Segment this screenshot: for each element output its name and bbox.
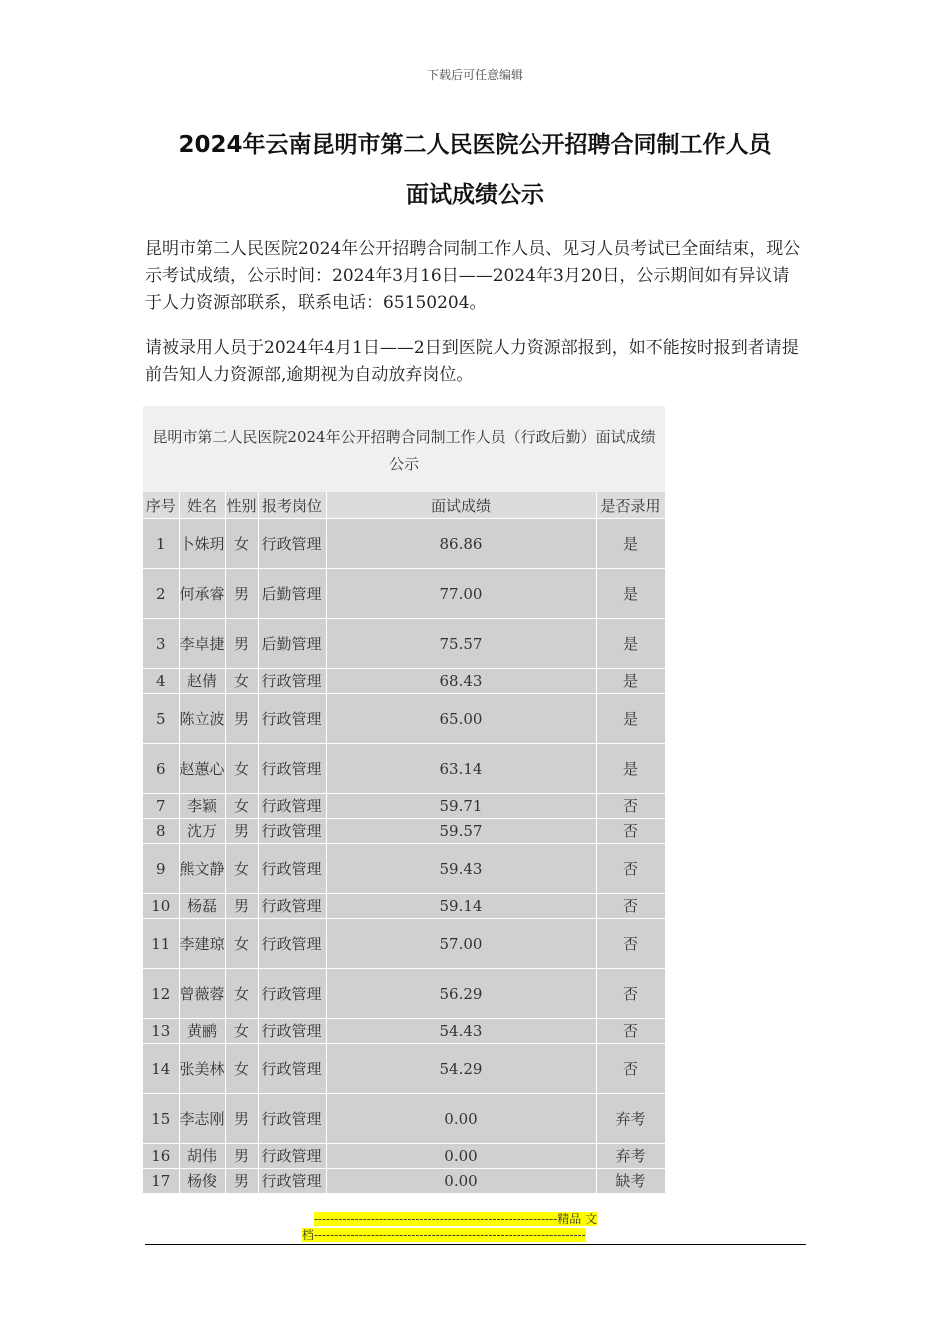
table-row — [143, 819, 665, 844]
table-row — [143, 619, 665, 669]
cell-position: 行政管理 — [258, 1144, 326, 1169]
cell-score: 0.00 — [326, 1144, 596, 1169]
col-header-name: 姓名 — [179, 492, 225, 519]
cell-gender: 女 — [225, 1019, 258, 1044]
cell-hired: 弃考 — [596, 1144, 665, 1169]
col-header-gender: 性别 — [225, 492, 258, 519]
cell-index: 17 — [143, 1169, 179, 1194]
table-row — [143, 519, 665, 569]
table-row — [143, 1169, 665, 1194]
cell-gender: 女 — [225, 919, 258, 969]
cell-name: 杨磊 — [179, 894, 225, 919]
cell-score: 86.86 — [326, 519, 596, 569]
cell-score: 59.71 — [326, 794, 596, 819]
score-table-container — [143, 406, 665, 1193]
table-row — [143, 669, 665, 694]
cell-name: 李建琼 — [179, 919, 225, 969]
cell-index: 6 — [143, 744, 179, 794]
cell-position: 行政管理 — [258, 744, 326, 794]
cell-position: 行政管理 — [258, 894, 326, 919]
cell-index: 15 — [143, 1094, 179, 1144]
cell-name: 黄鹂 — [179, 1019, 225, 1044]
cell-position: 行政管理 — [258, 844, 326, 894]
cell-name: 何承睿 — [179, 569, 225, 619]
cell-hired: 否 — [596, 1044, 665, 1094]
cell-name: 杨俊 — [179, 1169, 225, 1194]
cell-index: 10 — [143, 894, 179, 919]
cell-name: 赵倩 — [179, 669, 225, 694]
table-row — [143, 1094, 665, 1144]
table-row — [143, 744, 665, 794]
cell-gender: 女 — [225, 844, 258, 894]
cell-index: 2 — [143, 569, 179, 619]
table-row — [143, 894, 665, 919]
cell-position: 后勤管理 — [258, 619, 326, 669]
cell-score: 63.14 — [326, 744, 596, 794]
col-header-hired: 是否录用 — [596, 492, 665, 519]
cell-gender: 男 — [225, 894, 258, 919]
cell-name: 胡伟 — [179, 1144, 225, 1169]
cell-gender: 女 — [225, 669, 258, 694]
table-caption: 昆明市第二人民医院2024年公开招聘合同制工作人员（行政后勤）面试成绩公示 — [143, 406, 665, 492]
cell-gender: 男 — [225, 694, 258, 744]
cell-position: 后勤管理 — [258, 569, 326, 619]
cell-position: 行政管理 — [258, 969, 326, 1019]
footer-marker — [302, 1211, 650, 1243]
cell-name: 李颖 — [179, 794, 225, 819]
cell-score: 68.43 — [326, 669, 596, 694]
cell-hired: 否 — [596, 894, 665, 919]
cell-name: 陈立波 — [179, 694, 225, 744]
document-title-line-2: 面试成绩公示 — [406, 182, 544, 208]
cell-hired: 否 — [596, 969, 665, 1019]
cell-score: 59.14 — [326, 894, 596, 919]
table-row — [143, 969, 665, 1019]
cell-name: 李卓捷 — [179, 619, 225, 669]
cell-hired: 是 — [596, 669, 665, 694]
cell-score: 56.29 — [326, 969, 596, 1019]
cell-hired: 弃考 — [596, 1094, 665, 1144]
cell-hired: 缺考 — [596, 1169, 665, 1194]
cell-gender: 女 — [225, 744, 258, 794]
cell-score: 75.57 — [326, 619, 596, 669]
cell-hired: 是 — [596, 694, 665, 744]
cell-score: 0.00 — [326, 1094, 596, 1144]
cell-hired: 否 — [596, 819, 665, 844]
cell-gender: 男 — [225, 619, 258, 669]
cell-score: 54.43 — [326, 1019, 596, 1044]
cell-hired: 是 — [596, 744, 665, 794]
table-row — [143, 569, 665, 619]
cell-position: 行政管理 — [258, 794, 326, 819]
col-header-position: 报考岗位 — [258, 492, 326, 519]
table-row — [143, 794, 665, 819]
table-row — [143, 844, 665, 894]
table-row — [143, 694, 665, 744]
cell-gender: 女 — [225, 1044, 258, 1094]
cell-hired: 是 — [596, 569, 665, 619]
cell-position: 行政管理 — [258, 694, 326, 744]
cell-position: 行政管理 — [258, 819, 326, 844]
table-row — [143, 1144, 665, 1169]
cell-score: 59.43 — [326, 844, 596, 894]
table-row — [143, 1044, 665, 1094]
cell-index: 14 — [143, 1044, 179, 1094]
cell-gender: 男 — [225, 1094, 258, 1144]
cell-position: 行政管理 — [258, 519, 326, 569]
cell-gender: 男 — [225, 1169, 258, 1194]
cell-index: 7 — [143, 794, 179, 819]
announcement-paragraph: 昆明市第二人民医院2024年公开招聘合同制工作人员、见习人员考试已全面结束，现公示考试成绩，公示时间：2024年3月16日——2024年3月20日，公示期间如有异议请于人力资源部联系，联系电话：65150204。 — [145, 239, 801, 313]
cell-hired: 否 — [596, 1019, 665, 1044]
cell-index: 4 — [143, 669, 179, 694]
cell-index: 12 — [143, 969, 179, 1019]
document-title-line-1: 2024年云南昆明市第二人民医院公开招聘合同制工作人员 — [178, 132, 772, 158]
cell-gender: 女 — [225, 969, 258, 1019]
cell-score: 57.00 — [326, 919, 596, 969]
table-header-row — [143, 492, 665, 519]
cell-index: 3 — [143, 619, 179, 669]
cell-name: 李志刚 — [179, 1094, 225, 1144]
cell-name: 沈万 — [179, 819, 225, 844]
cell-score: 59.57 — [326, 819, 596, 844]
cell-score: 54.29 — [326, 1044, 596, 1094]
cell-name: 熊文静 — [179, 844, 225, 894]
cell-hired: 否 — [596, 794, 665, 819]
cell-name: 赵蕙心 — [179, 744, 225, 794]
footer-divider — [145, 1244, 806, 1245]
cell-index: 13 — [143, 1019, 179, 1044]
cell-hired: 是 — [596, 519, 665, 569]
cell-position: 行政管理 — [258, 1044, 326, 1094]
cell-index: 1 — [143, 519, 179, 569]
cell-index: 11 — [143, 919, 179, 969]
cell-hired: 是 — [596, 619, 665, 669]
cell-index: 9 — [143, 844, 179, 894]
cell-index: 16 — [143, 1144, 179, 1169]
cell-score: 77.00 — [326, 569, 596, 619]
header-note: 下载后可任意编辑 — [426, 68, 523, 82]
cell-name: 张美林 — [179, 1044, 225, 1094]
cell-hired: 否 — [596, 919, 665, 969]
cell-index: 5 — [143, 694, 179, 744]
cell-hired: 否 — [596, 844, 665, 894]
col-header-score: 面试成绩 — [326, 492, 596, 519]
cell-gender: 男 — [225, 819, 258, 844]
report-instruction-paragraph: 请被录用人员于2024年4月1日——2日到医院人力资源部报到，如不能按时报到者请提前告知人力资源部,逾期视为自动放弃岗位。 — [145, 338, 799, 385]
cell-name: 曾薇蓉 — [179, 969, 225, 1019]
cell-gender: 女 — [225, 794, 258, 819]
cell-gender: 男 — [225, 569, 258, 619]
table-body — [143, 519, 665, 1194]
score-table — [143, 492, 666, 1193]
cell-position: 行政管理 — [258, 1019, 326, 1044]
col-header-index: 序号 — [143, 492, 179, 519]
cell-position: 行政管理 — [258, 1169, 326, 1194]
cell-position: 行政管理 — [258, 669, 326, 694]
table-row — [143, 919, 665, 969]
cell-index: 8 — [143, 819, 179, 844]
cell-gender: 女 — [225, 519, 258, 569]
cell-position: 行政管理 — [258, 919, 326, 969]
cell-position: 行政管理 — [258, 1094, 326, 1144]
cell-score: 65.00 — [326, 694, 596, 744]
cell-gender: 男 — [225, 1144, 258, 1169]
footer-marker-line-2: 档------------------------------------------------------------------- — [302, 1228, 586, 1242]
footer-marker-line-1: ------------------------------------------------------------精品 文 — [314, 1212, 598, 1226]
cell-score: 0.00 — [326, 1169, 596, 1194]
cell-name: 卜姝玥 — [179, 519, 225, 569]
table-row — [143, 1019, 665, 1044]
